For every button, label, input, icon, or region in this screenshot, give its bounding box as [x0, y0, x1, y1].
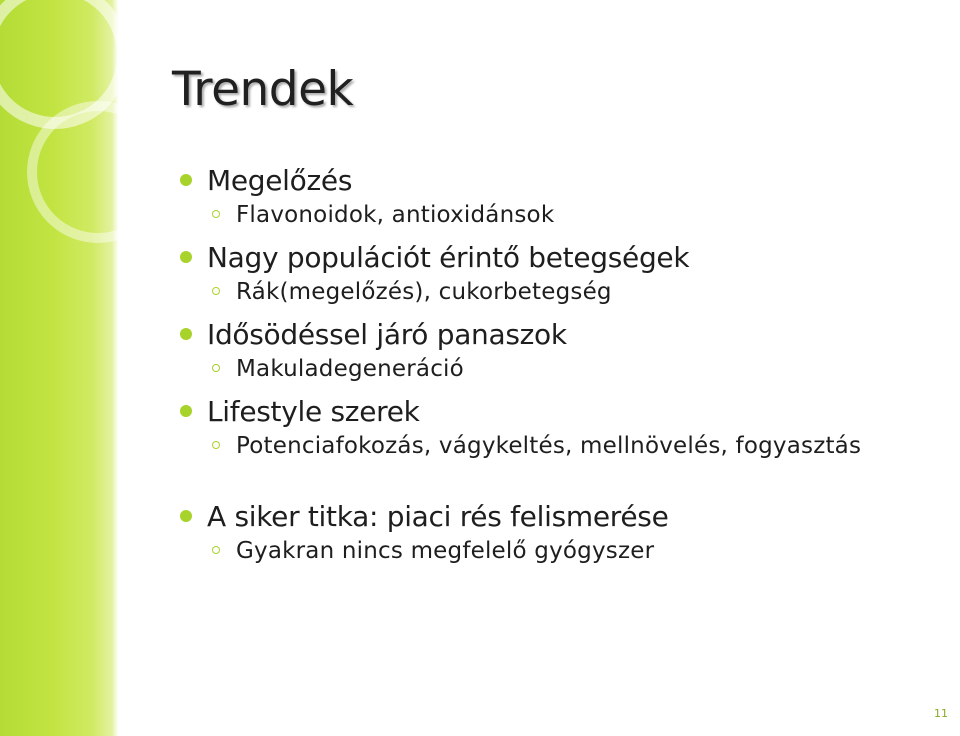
sub-bullet-item-2: [180, 278, 920, 306]
sub-bullet-text: Potenciafokozás, vágykeltés, mellnövelés, fogyasztás: [236, 433, 862, 459]
bullet-item-3: [180, 314, 920, 355]
sub-bullet-item-1: [180, 201, 920, 229]
page-number: 11: [934, 707, 948, 720]
bullet-text: Megelőzés: [207, 164, 353, 197]
slide-title: Trendek: [172, 62, 354, 117]
sub-bullet-text: Gyakran nincs megfelelő gyógyszer: [236, 538, 655, 564]
bullet-dot-icon: [180, 174, 192, 186]
sub-bullet-ring-icon: [212, 287, 220, 295]
bullet-list: [180, 160, 920, 573]
bullet-text: Nagy populációt érintő betegségek: [207, 241, 690, 274]
sub-bullet-ring-icon: [212, 546, 220, 554]
decorative-circles: [0, 0, 180, 260]
bullet-dot-icon: [180, 510, 192, 522]
bullet-dot-icon: [180, 328, 192, 340]
bullet-text: A siker titka: piaci rés felismerése: [207, 500, 669, 533]
bullet-item-2: [180, 237, 920, 278]
sub-bullet-text: Rák(megelőzés), cukorbetegség: [236, 279, 612, 305]
bullet-item-5: [180, 496, 920, 537]
deco-circle-small: [32, 106, 164, 238]
sub-bullet-ring-icon: [212, 210, 220, 218]
sub-bullet-text: Flavonoidok, antioxidánsok: [236, 202, 555, 228]
sub-bullet-item-4: [180, 432, 920, 460]
bullet-text: Lifestyle szerek: [207, 395, 420, 428]
bullet-text: Idősödéssel járó panaszok: [207, 318, 567, 351]
sub-bullet-ring-icon: [212, 441, 220, 449]
bullet-item-4: [180, 391, 920, 432]
bullet-dot-icon: [180, 251, 192, 263]
sub-bullet-text: Makuladegeneráció: [236, 356, 464, 382]
sub-bullet-item-3: [180, 355, 920, 383]
sub-bullet-item-5: [180, 537, 920, 565]
bullet-dot-icon: [180, 405, 192, 417]
sub-bullet-ring-icon: [212, 364, 220, 372]
bullet-item-1: [180, 160, 920, 201]
